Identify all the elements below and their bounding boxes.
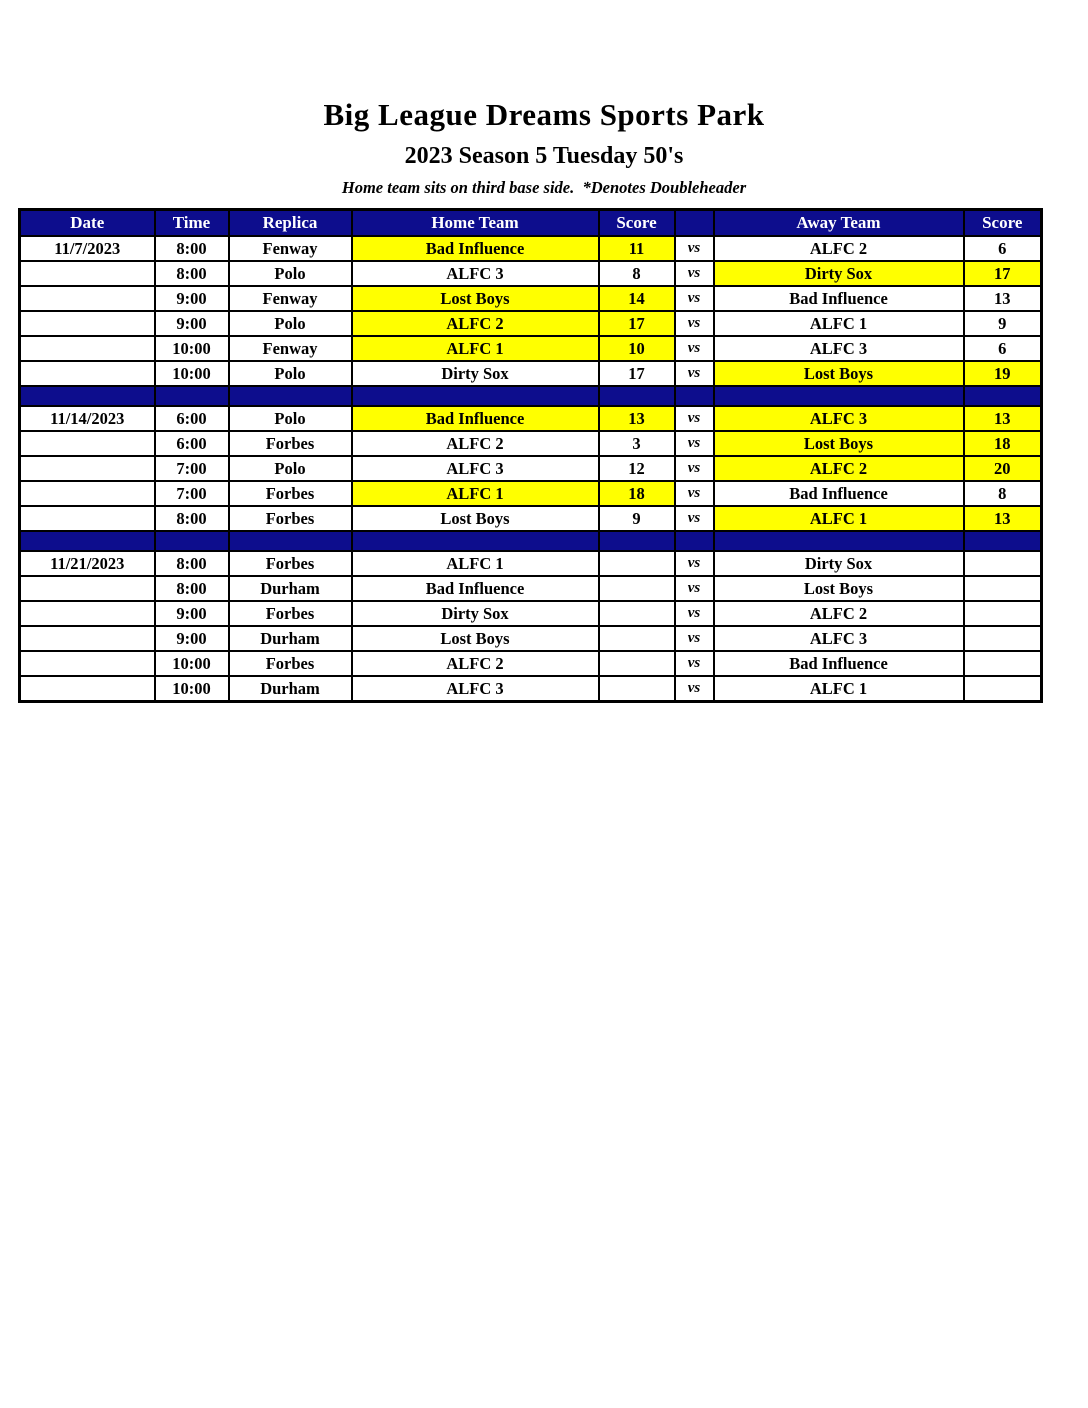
vs-cell: vs — [675, 481, 714, 506]
separator-cell — [599, 531, 675, 551]
away-team-cell: Lost Boys — [714, 431, 964, 456]
away-score-cell — [964, 651, 1042, 676]
away-team-cell: Bad Influence — [714, 286, 964, 311]
home-team-cell: Dirty Sox — [352, 601, 599, 626]
header-replica: Replica — [229, 210, 352, 237]
game-row — [20, 576, 1042, 601]
date-cell — [20, 261, 155, 286]
replica-cell: Durham — [229, 626, 352, 651]
time-cell: 7:00 — [155, 481, 229, 506]
away-team-cell: ALFC 3 — [714, 626, 964, 651]
date-cell — [20, 431, 155, 456]
vs-cell: vs — [675, 236, 714, 261]
date-cell — [20, 361, 155, 386]
date-cell — [20, 286, 155, 311]
vs-cell: vs — [675, 406, 714, 431]
separator-cell — [352, 386, 599, 406]
time-cell: 8:00 — [155, 576, 229, 601]
replica-cell: Forbes — [229, 651, 352, 676]
home-score-cell: 9 — [599, 506, 675, 531]
replica-cell: Fenway — [229, 336, 352, 361]
vs-cell: vs — [675, 361, 714, 386]
game-row — [20, 456, 1042, 481]
time-cell: 8:00 — [155, 236, 229, 261]
away-team-cell: ALFC 2 — [714, 601, 964, 626]
separator-cell — [675, 386, 714, 406]
game-row — [20, 551, 1042, 576]
replica-cell: Forbes — [229, 506, 352, 531]
separator-cell — [20, 531, 155, 551]
header-away-score: Score — [964, 210, 1042, 237]
date-cell — [20, 456, 155, 481]
replica-cell: Durham — [229, 576, 352, 601]
home-score-cell — [599, 576, 675, 601]
away-team-cell: Bad Influence — [714, 481, 964, 506]
replica-cell: Polo — [229, 406, 352, 431]
date-cell — [20, 481, 155, 506]
date-cell — [20, 601, 155, 626]
replica-cell: Forbes — [229, 601, 352, 626]
home-score-cell: 11 — [599, 236, 675, 261]
away-score-cell: 13 — [964, 286, 1042, 311]
time-cell: 9:00 — [155, 311, 229, 336]
home-score-cell: 12 — [599, 456, 675, 481]
header-home-team: Home Team — [352, 210, 599, 237]
home-team-cell: ALFC 2 — [352, 311, 599, 336]
away-team-cell: ALFC 2 — [714, 456, 964, 481]
home-score-cell — [599, 551, 675, 576]
game-row — [20, 601, 1042, 626]
away-score-cell — [964, 626, 1042, 651]
game-row — [20, 286, 1042, 311]
game-row — [20, 651, 1042, 676]
time-cell: 8:00 — [155, 506, 229, 531]
away-score-cell: 8 — [964, 481, 1042, 506]
replica-cell: Polo — [229, 311, 352, 336]
away-team-cell: Lost Boys — [714, 361, 964, 386]
separator-cell — [714, 386, 964, 406]
header-row — [20, 210, 1042, 237]
home-team-cell: Bad Influence — [352, 576, 599, 601]
away-score-cell: 6 — [964, 336, 1042, 361]
away-score-cell: 13 — [964, 406, 1042, 431]
separator-cell — [352, 531, 599, 551]
away-team-cell: ALFC 3 — [714, 336, 964, 361]
game-row — [20, 336, 1042, 361]
separator-cell — [964, 386, 1042, 406]
header-home-score: Score — [599, 210, 675, 237]
vs-cell: vs — [675, 286, 714, 311]
schedule-body — [20, 236, 1042, 702]
game-row — [20, 481, 1042, 506]
home-score-cell: 18 — [599, 481, 675, 506]
time-cell: 10:00 — [155, 361, 229, 386]
replica-cell: Fenway — [229, 286, 352, 311]
home-team-cell: Lost Boys — [352, 286, 599, 311]
vs-cell: vs — [675, 311, 714, 336]
vs-cell: vs — [675, 506, 714, 531]
separator-cell — [964, 531, 1042, 551]
away-team-cell: ALFC 2 — [714, 236, 964, 261]
game-row — [20, 261, 1042, 286]
away-team-cell: ALFC 3 — [714, 406, 964, 431]
separator-cell — [599, 386, 675, 406]
vs-cell: vs — [675, 576, 714, 601]
away-score-cell — [964, 676, 1042, 702]
separator-cell — [229, 386, 352, 406]
vs-cell: vs — [675, 456, 714, 481]
separator-cell — [229, 531, 352, 551]
away-team-cell: Lost Boys — [714, 576, 964, 601]
home-team-cell: ALFC 2 — [352, 651, 599, 676]
schedule-page — [0, 0, 1088, 703]
home-team-cell: Bad Influence — [352, 406, 599, 431]
game-row — [20, 676, 1042, 702]
game-row — [20, 406, 1042, 431]
home-team-cell: Dirty Sox — [352, 361, 599, 386]
away-score-cell — [964, 576, 1042, 601]
game-row — [20, 431, 1042, 456]
replica-cell: Forbes — [229, 481, 352, 506]
home-team-note: Home team sits on third base side. *Denotes Doubleheader — [341, 178, 747, 197]
game-row — [20, 506, 1042, 531]
time-cell: 7:00 — [155, 456, 229, 481]
home-score-cell: 8 — [599, 261, 675, 286]
season-subtitle: 2023 Season 5 Tuesday 50's — [404, 143, 684, 169]
home-team-cell: ALFC 3 — [352, 676, 599, 702]
replica-cell: Polo — [229, 361, 352, 386]
vs-cell: vs — [675, 651, 714, 676]
vs-cell: vs — [675, 551, 714, 576]
away-score-cell: 18 — [964, 431, 1042, 456]
away-team-cell: Dirty Sox — [714, 261, 964, 286]
date-cell — [20, 311, 155, 336]
home-team-cell: ALFC 1 — [352, 481, 599, 506]
header-vs — [675, 210, 714, 237]
home-team-cell: ALFC 1 — [352, 551, 599, 576]
home-team-cell: ALFC 2 — [352, 431, 599, 456]
home-score-cell — [599, 626, 675, 651]
time-cell: 6:00 — [155, 431, 229, 456]
time-cell: 9:00 — [155, 601, 229, 626]
away-team-cell: ALFC 1 — [714, 311, 964, 336]
home-team-cell: ALFC 3 — [352, 456, 599, 481]
replica-cell: Forbes — [229, 551, 352, 576]
separator-cell — [155, 531, 229, 551]
home-score-cell: 13 — [599, 406, 675, 431]
away-team-cell: Bad Influence — [714, 651, 964, 676]
header-date: Date — [20, 210, 155, 237]
home-score-cell: 14 — [599, 286, 675, 311]
away-score-cell: 9 — [964, 311, 1042, 336]
away-score-cell: 20 — [964, 456, 1042, 481]
separator-row — [20, 531, 1042, 551]
game-row — [20, 361, 1042, 386]
date-cell: 11/21/2023 — [20, 551, 155, 576]
away-team-cell: ALFC 1 — [714, 676, 964, 702]
home-team-cell: Lost Boys — [352, 626, 599, 651]
separator-cell — [714, 531, 964, 551]
time-cell: 10:00 — [155, 676, 229, 702]
replica-cell: Fenway — [229, 236, 352, 261]
schedule-table — [18, 208, 1043, 703]
vs-cell: vs — [675, 431, 714, 456]
page-title: Big League Dreams Sports Park — [323, 97, 765, 132]
away-score-cell: 19 — [964, 361, 1042, 386]
game-row — [20, 311, 1042, 336]
header-away-team: Away Team — [714, 210, 964, 237]
vs-cell: vs — [675, 676, 714, 702]
game-row — [20, 236, 1042, 261]
away-score-cell — [964, 551, 1042, 576]
replica-cell: Polo — [229, 456, 352, 481]
time-cell: 9:00 — [155, 626, 229, 651]
vs-cell: vs — [675, 601, 714, 626]
date-cell — [20, 576, 155, 601]
vs-cell: vs — [675, 336, 714, 361]
away-team-cell: ALFC 1 — [714, 506, 964, 531]
date-cell: 11/7/2023 — [20, 236, 155, 261]
separator-cell — [155, 386, 229, 406]
away-score-cell: 6 — [964, 236, 1042, 261]
home-score-cell: 3 — [599, 431, 675, 456]
away-score-cell — [964, 601, 1042, 626]
replica-cell: Forbes — [229, 431, 352, 456]
home-score-cell — [599, 676, 675, 702]
separator-row — [20, 386, 1042, 406]
replica-cell: Polo — [229, 261, 352, 286]
replica-cell: Durham — [229, 676, 352, 702]
date-cell — [20, 651, 155, 676]
away-score-cell: 13 — [964, 506, 1042, 531]
home-score-cell: 10 — [599, 336, 675, 361]
home-score-cell — [599, 651, 675, 676]
home-team-cell: ALFC 1 — [352, 336, 599, 361]
vs-cell: vs — [675, 626, 714, 651]
date-cell — [20, 336, 155, 361]
game-row — [20, 626, 1042, 651]
away-score-cell: 17 — [964, 261, 1042, 286]
home-team-cell: Lost Boys — [352, 506, 599, 531]
time-cell: 6:00 — [155, 406, 229, 431]
home-score-cell: 17 — [599, 361, 675, 386]
header-time: Time — [155, 210, 229, 237]
time-cell: 8:00 — [155, 261, 229, 286]
home-team-cell: Bad Influence — [352, 236, 599, 261]
time-cell: 8:00 — [155, 551, 229, 576]
home-score-cell: 17 — [599, 311, 675, 336]
date-cell — [20, 506, 155, 531]
home-team-cell: ALFC 3 — [352, 261, 599, 286]
time-cell: 10:00 — [155, 651, 229, 676]
time-cell: 9:00 — [155, 286, 229, 311]
vs-cell: vs — [675, 261, 714, 286]
separator-cell — [20, 386, 155, 406]
date-cell — [20, 626, 155, 651]
date-cell — [20, 676, 155, 702]
away-team-cell: Dirty Sox — [714, 551, 964, 576]
separator-cell — [675, 531, 714, 551]
home-score-cell — [599, 601, 675, 626]
date-cell: 11/14/2023 — [20, 406, 155, 431]
time-cell: 10:00 — [155, 336, 229, 361]
